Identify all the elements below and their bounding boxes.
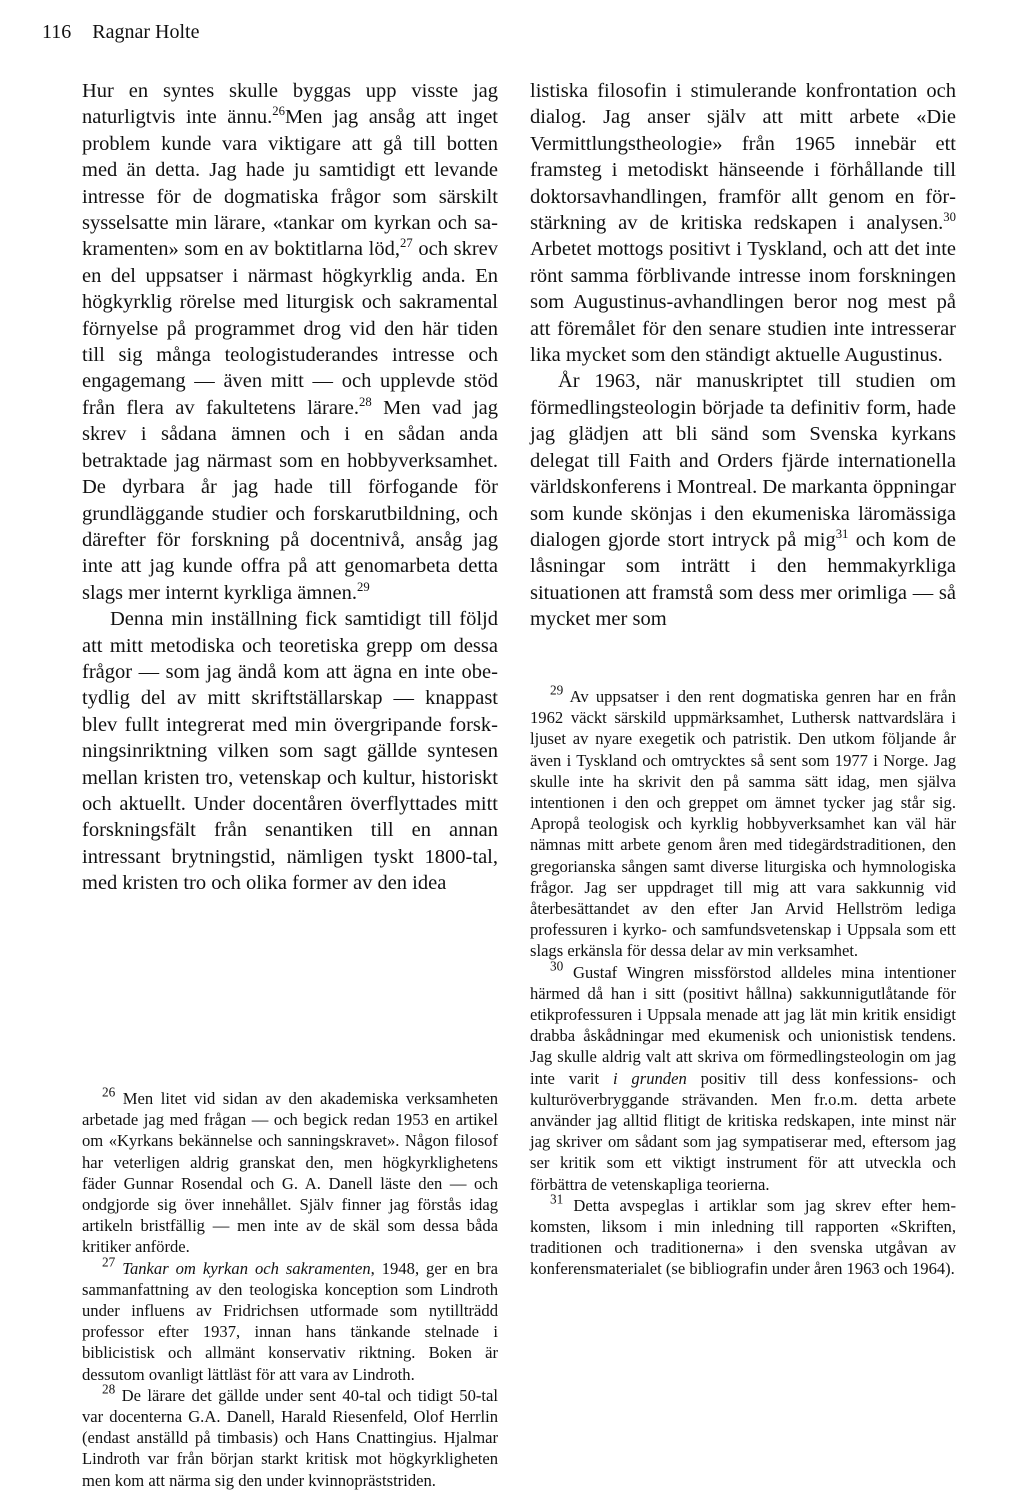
book-title: Tankar om kyrkan och sakramenten [122,1258,371,1278]
running-header [42,18,199,46]
footnote-29: $^{29}$ Av uppsatser i den rent dogmatiska genren har en från 1962 väckt särskild uppmärksamhet, Luthersk nattvardslära i ljuset av nyare exegetik och patristik. Den utkom följande år även i Tyskland och omtrycktes så sent som 1977 i Norge. Jag skulle inte ha skrivit den på samma sätt idag, men själva intentionen i den och greppet om ämnet tycker jag står sig. Apropå teologisk och kyrklig hobbyverksamhet kan väl här nämnas mitt arbete genom åren med tidegärdstraditionen, den gregorianska sången samt diverse liturgiska och hymnologiska frågor. Jag ser uppdraget till mig att vara sakkunnig vid återbesättandet av den efter Jan Arvid Hellström lediga professuren i kyrko- och samfundsvetenskap i Uppsala som ett slags erkänsla för dessa delar av min verksamhet. [530,682,957,961]
footnote-27: $^{27}$ Tankar om kyrkan och sakramenten, 1948, ger en bra sammanfattning av den teologiska konception som Lindroth under influens av Fridrichsen utformade som nytillträdd professor efter 1937, innan hans tänkande stelnade i biblicistisk och allmänt konservativ riktning. Boken är dessutom ovanligt lättläst för att vara av Lindroth. [82,1254,498,1384]
footnote-ref-26: 26 [272,104,285,119]
footnote-ref-31: 31 [835,527,849,542]
footnote-ref-29: 29 [356,579,370,594]
right-column-text [530,78,956,633]
paragraph: listiska filosofin i stimulerande konfrontation och dialog. Jag anser själv att mitt arbete «Die Vermittlungstheologie» från 1965 innebär ett framsteg i metodiskt hänseende i förhållande till doktorsavhandlingen, framför allt genom en förstärkning av de kritiska redskapen i analysen.$^{30}$ Arbetet mottogs positivt i Tyskland, och att det inte rönt samma förblivande intresse inom forskningen som Augustinus-avhandlingen beror nog mest på att föremålet för den senare studien inte intresserar lika mycket som den ständigt aktuelle Augustinus. [530,80,956,367]
running-head-author: Ragnar Holte [92,21,200,43]
left-column-text [82,78,498,897]
paragraph: Denna min inställning fick samtidigt till följd att mitt metodiska och teoretiska grepp om dessa frågor — som jag ändå kom att ägna en inte obetydlig del av mitt skriftställarskap — knappast blev fullt integrerat med min övergripande forskningsinriktning vilken som sagt gällde syntesen mellan kristen tro, vetenskap och kultur, historiskt och aktuellt. Under docentåren överflyttades mitt forskningsfält från senantiken till en annan intressant brytningstid, nämligen tyskt 1800-tal, med kristen tro och olika former av den idea [82,608,498,895]
footnote-ref-27: 27 [400,236,413,251]
paragraph: Hur en syntes skulle byggas upp visste jag naturligtvis inte ännu.$^{26}$Men jag ansåg att inget problem kunde vara viktigare att gå till botten med än detta. Jag hade ju samtidigt ett levande intresse för de dogmatiska frågor som särskilt sysselsatte min lärare, «tankar om kyrkan och sakramenten» som en av boktitlarna löd,$^{27}$ och skrev en del uppsatser i närmast högkyrklig anda. En högkyrklig rörelse med liturgisk och sakramental förnyelse på programmet drog vid den här tiden till sig många teologistuderandes intresse och engagemang — även mitt — och upplevde stöd från flera av fakultetens lärare.$^{28}$ Men vad jag skrev i sådana ämnen och i en sådan anda betraktade jag närmast som en hobbyverksamhet. De dyrbara år jag hade till förfogande för grundläggande studier och forskarutbildning, och därefter för forskning på docentnivå, ansåg jag inte att jag kunde offra på att genomarbeta detta slags mer internt kyrkliga ämnen.$^{29}$ [82,80,498,604]
paragraph: År 1963, när manuskriptet till studien om förmedlingsteologin började ta definitiv form, hade jag glädjen att bli sänd som Svenska kyrkans delegat till Faith and Orders fjärde internationella världskonferens i Montreal. De markanta öppningar som kunde skönjas i den ekumeniska läromässiga dialogen gjorde stort intryck på mig$^{31}$ och kom de låsningar som inträtt i den hemmakyrkliga situationen att framstå som dess mer orimliga — så mycket mer som [530,370,956,631]
footnote-30: $^{30}$ Gustaf Wingren missförstod alldeles mina intentioner härmed då han i sitt (positivt hållna) sakkunnigutlåtande för etikprofessuren i Uppsala menade att jag lät min kritik ensidigt drabba åskådningar med ekumenisk och unionistisk tendens. Jag skulle aldrig valt att skriva om förmedlingsteologin om jag inte varit i grunden positiv till dess konfessions- och kulturöverbryggande strävanden. Men fr.o.m. detta arbete använder jag alltid flitigt de kritiska redskapen, inte minst när jag skriver om sådant som jag sympatiserar med, eftersom jag ser kritik som ett viktigt instrument för att utveckla och förbättra de vetenskapliga teorierna. [530,958,956,1194]
footnotes-left [82,1084,498,1491]
footnote-31: $^{31}$ Detta avspeglas i artiklar som jag skrev efter hemkomsten, liksom i min inledning till rapporten «Skriften, traditionen och traditionerna» i den svenska utgåvan av konferensmaterialet (se bibliografin under åren 1963 och 1964). [530,1191,956,1279]
footnote-ref-30: 30 [943,210,956,225]
footnote-28: $^{28}$ De lärare det gällde under sent 40-tal och tidigt 50-tal var docenterna G.A. Danell, Harald Riesenfeld, Olof Herrlin (endast anställd på timbasis) och Hans Cnattingius. Hjalmar Lindroth var från början starkt kritisk mot högkyrkligheten men kom att närma sig den under kvinnopräststriden. [82,1381,498,1490]
footnote-ref-28: 28 [359,395,372,409]
footnote-26: $^{26}$ Men litet vid sidan av den akademiska verksamheten arbetade jag med frågan — och begick redan 1953 en artikel om «Kyrkans bekännelse och sanningskravet». Någon filosof har veterligen aldrig granskat den, men högkyrklighetens fäder Gunnar Rosendal och G. A. Danell läste den — och ondgjorde sig över innehållet. Själv finner jag förstås idag artikeln bristfällig — men inte av de skäl som dessa båda kritiker anförde. [82,1084,498,1257]
page-number: 116 [42,21,72,43]
footnotes-right [530,682,957,1280]
